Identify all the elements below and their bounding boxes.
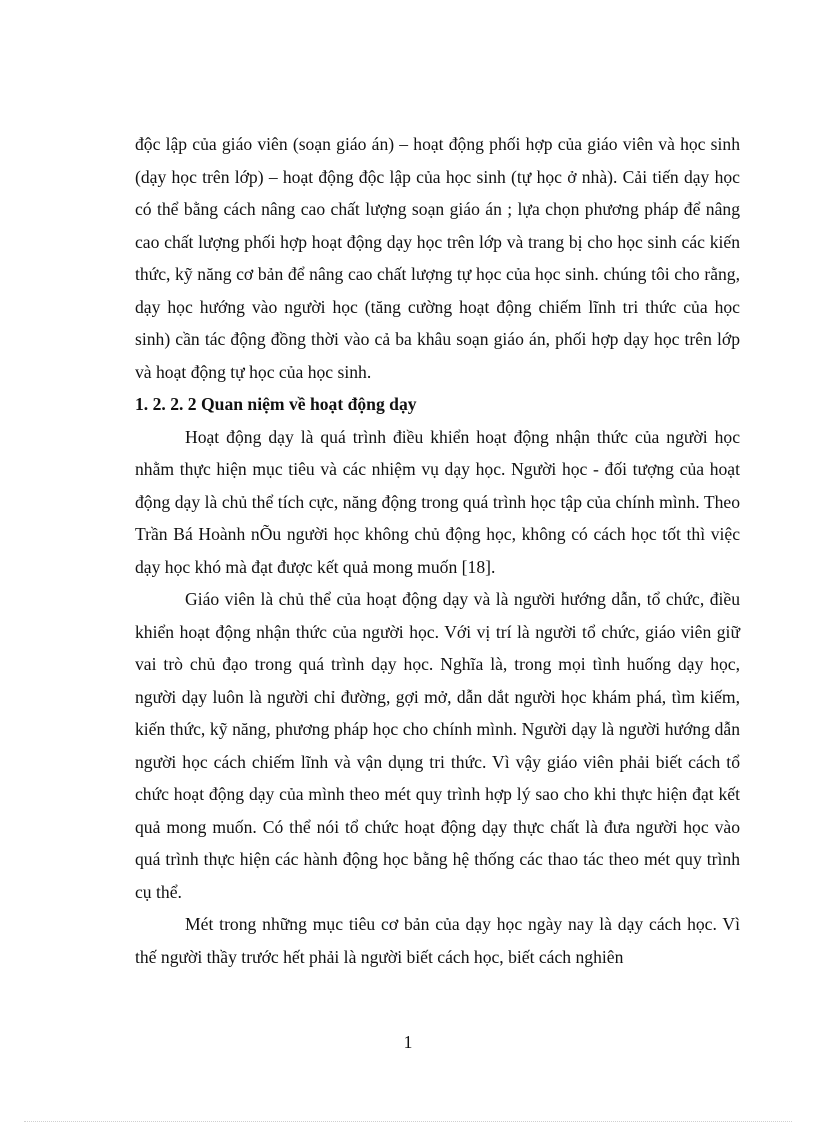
paragraph-continuation: độc lập của giáo viên (soạn giáo án) – hoạt động phối hợp của giáo viên và học sinh (dạy học trên lớp) – hoạt động độc lập của học sinh (tự học ở nhà). Cải tiến dạy học có thể bằng cách nâng cao chất lượng soạn giáo án ; lựa chọn phương pháp để nâng cao chất lượng phối hợp hoạt động dạy học trên lớp và trang bị cho học sinh các kiến thức, kỹ năng cơ bản để nâng cao chất lượng tự học của học sinh. chúng tôi cho rằng, dạy học hướng vào người học (tăng cường hoạt động chiếm lĩnh tri thức của học sinh) cần tác động đồng thời vào cả ba khâu soạn giáo án, phối hợp dạy học trên lớp và hoạt động tự học của học sinh. (135, 134, 740, 382)
paragraph-learning-goals: Mét trong những mục tiêu cơ bản của dạy học ngày nay là dạy cách học. Vì thế người thầy trước hết phải là người biết cách học, biết cách nghiên (135, 914, 740, 967)
page-number: 1 (403, 1032, 413, 1052)
paragraph-teacher-role: Giáo viên là chủ thể của hoạt động dạy và là người hướng dẫn, tổ chức, điều khiển hoạt động nhận thức của người học. Với vị trí là người tổ chức, giáo viên giữ vai trò chủ đạo trong quá trình dạy học. Nghĩa là, trong mọi tình huống dạy học, người dạy luôn là người chỉ đường, gợi mở, dẫn dắt người học khám phá, tìm kiếm, kiến thức, kỹ năng, phương pháp học cho chính mình. Người dạy là người hướng dẫn người học cách chiếm lĩnh và vận dụng tri thức. Vì vậy giáo viên phải biết cách tổ chức hoạt động dạy của mình theo mét quy trình hợp lý sao cho khi thực hiện đạt kết quả mong muốn. Có thể nói tổ chức hoạt động dạy thực chất là đưa người học vào quá trình thực hiện các hành động học bằng hệ thống các thao tác theo mét quy trình cụ thể. (135, 589, 740, 902)
page-body (135, 128, 740, 973)
paragraph-teaching-activity: Hoạt động dạy là quá trình điều khiển hoạt động nhận thức của người học nhằm thực hiện mục tiêu và các nhiệm vụ dạy học. Người học - đối tượng của hoạt động dạy là chủ thể tích cực, năng động trong quá trình học tập của chính mình. Theo Trần Bá Hoành nÕu người học không chủ động học, không có cách học tốt thì việc dạy học khó mà đạt được kết quả mong muốn [18]. (135, 426, 740, 577)
section-heading: 1. 2. 2. 2 Quan niệm về hoạt động dạy (135, 394, 417, 414)
page-bottom-edge (24, 1121, 792, 1122)
